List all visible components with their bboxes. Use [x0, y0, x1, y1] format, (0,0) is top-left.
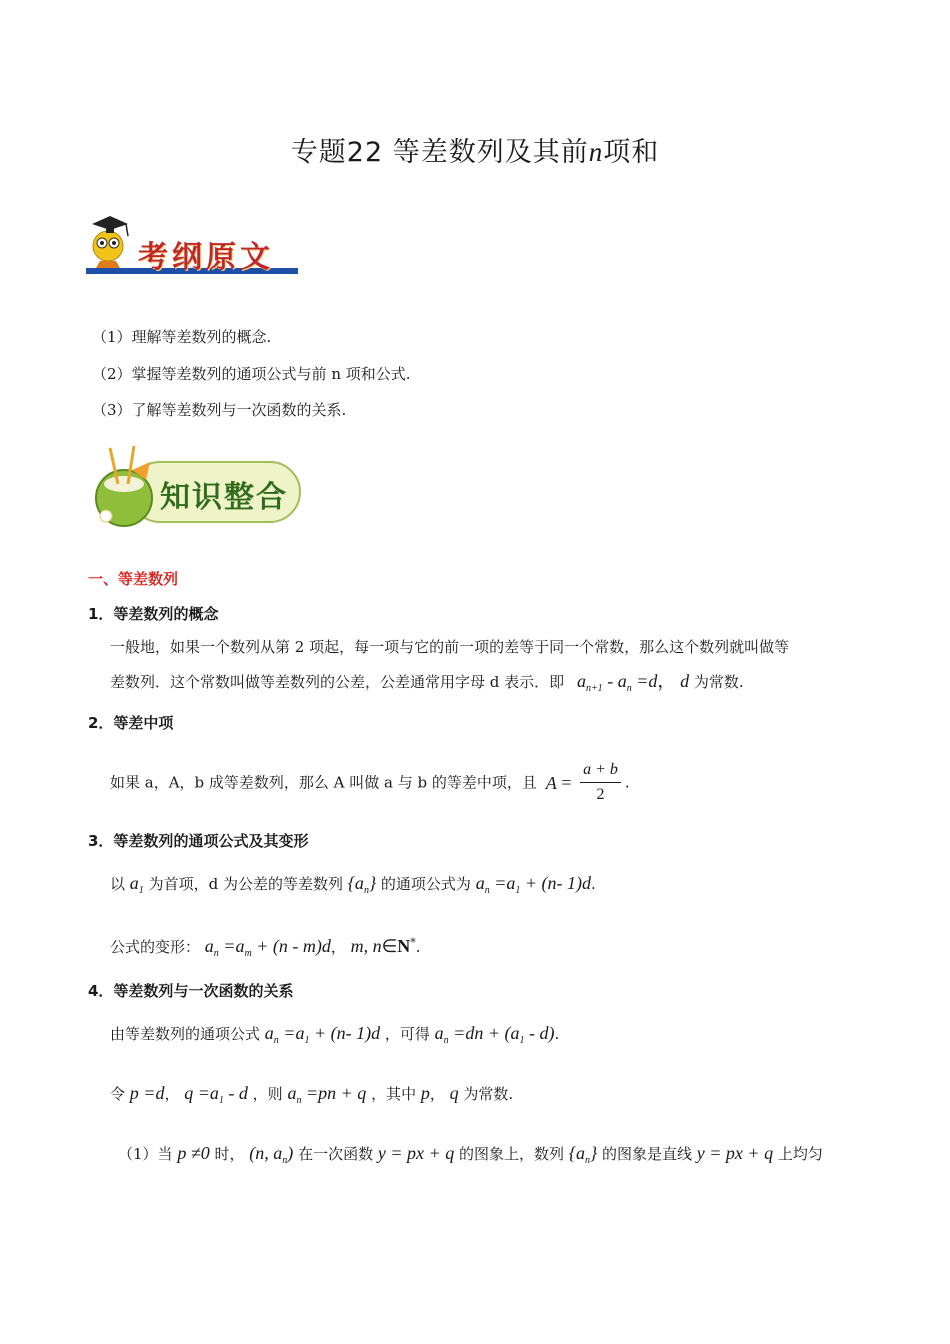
- knowledge-banner: [88, 444, 304, 532]
- outline-banner-label: 考纲原文: [138, 240, 274, 275]
- section-heading: 一、等差数列: [88, 570, 179, 588]
- subsection-heading: 2．等差中项: [88, 714, 174, 732]
- paragraph: 如果 a，A，b 成等差数列，那么 A 叫做 a 与 b 的等差中项，且 A = $\frac{a + b}{2}$ .: [110, 758, 630, 807]
- subsection-heading: 3．等差数列的通项公式及其变形: [88, 832, 309, 850]
- fraction: $\frac{a + b}{2}$: [580, 758, 621, 807]
- subsection-heading: 4．等差数列与一次函数的关系: [88, 982, 294, 1000]
- page-title: 专题22 等差数列及其前n项和: [290, 137, 660, 168]
- formula: $a_{n+1} - a_n =d$: [576, 671, 658, 694]
- paragraph: 一般地，如果一个数列从第 2 项起，每一项与它的前一项的差等于同一个常数，那么这个数列就叫做等: [110, 638, 790, 656]
- paragraph: 以 $a_1$ 为首项，d 为公差的等差数列 $\{a_n\}$ 的通项公式为 $a_n =a_1 + (n-$ 1)d.: [110, 873, 596, 896]
- paragraph: 差数列．这个常数叫做等差数列的公差，公差通常用字母 d 表示．即 $a_{n+1} - a_n =d$， d 为常数.: [110, 671, 744, 694]
- outline-item: （2）掌握等差数列的通项公式与前 n 项和公式.: [92, 365, 411, 383]
- outline-banner: [86, 208, 300, 280]
- paragraph: 公式的变形： $a_n =a_m + (n - m)d$， m, n∈N*.: [110, 936, 421, 959]
- paragraph: （1）当 p ≠0 时， (n, $a_n$) 在一次函数 y = px + q 的图象上，数列 $\{a_n\}$ 的图象是直线 y = px + q 上均匀: [118, 1143, 823, 1166]
- knowledge-banner-label: 知识整合: [160, 480, 288, 515]
- outline-item: （3）了解等差数列与一次函数的关系.: [92, 401, 347, 419]
- paragraph: 令 p =d， $q =a_1 - d$ ，则 $a_n =pn + q$ ，其中 p， q 为常数.: [110, 1083, 514, 1106]
- subsection-heading: 1．等差数列的概念: [88, 605, 219, 623]
- paragraph: 由等差数列的通项公式 $a_n =a_1 + (n-$ 1)d ，可得 $a_n =dn + (a_1 - d)$.: [110, 1023, 560, 1046]
- outline-item: （1）理解等差数列的概念.: [92, 328, 272, 346]
